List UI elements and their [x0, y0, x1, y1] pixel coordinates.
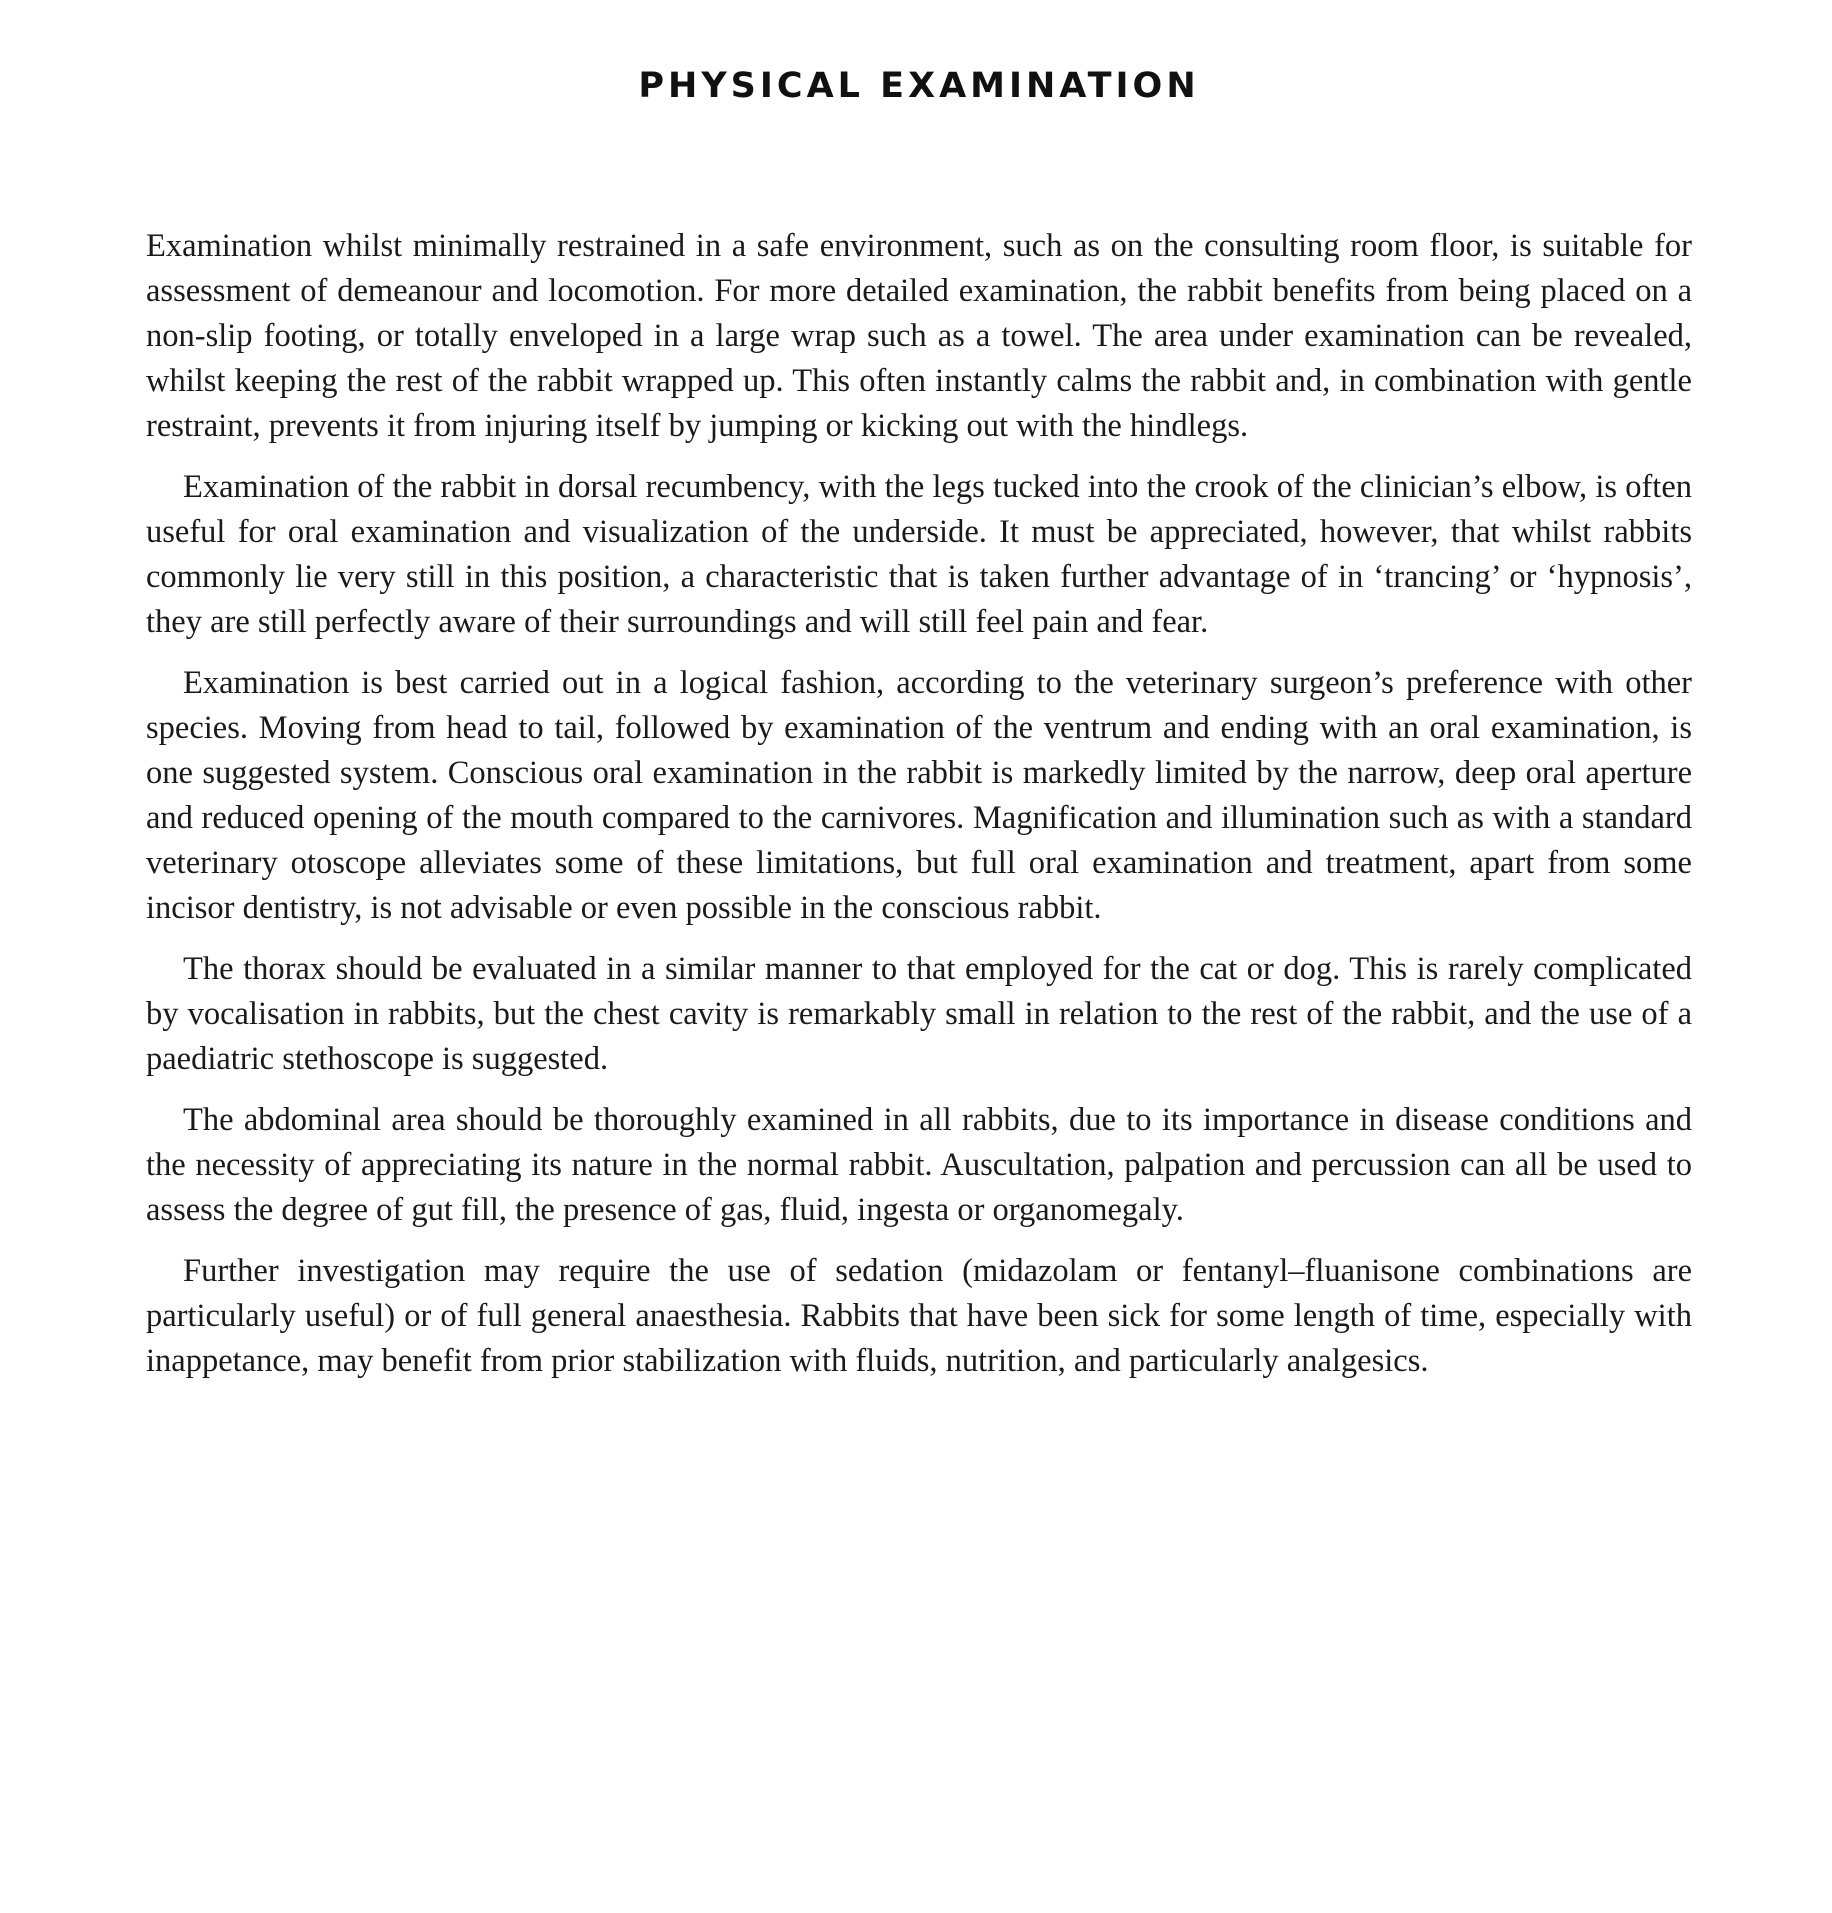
- paragraph-4: The thorax should be evaluated in a similar manner to that employed for the cat or dog. This is rarely complicated by vocalisation in rabbits, but the chest cavity is remarkably small in relation to the rest of the rabbit, and the use of a paediatric stethoscope is suggested.: [146, 951, 1692, 1077]
- paragraph-5: The abdominal area should be thoroughly examined in all rabbits, due to its importance in disease conditions and the necessity of appreciating its nature in the normal rabbit. Auscultation, palpation and percussion can all be used to assess the degree of gut fill, the presence of gas, fluid, ingesta or organomegaly.: [146, 1102, 1692, 1228]
- document-page: [146, 58, 1692, 1400]
- page-title: PHYSICAL EXAMINATION: [638, 66, 1200, 106]
- paragraph-6: Further investigation may require the use of sedation (midazolam or fentanyl–fluanisone combinations are particularly useful) or of full general anaesthesia. Rabbits that have been sick for some length of time, especially with inappetance, may benefit from prior stabilization with fluids, nutrition, and particularly analgesics.: [146, 1253, 1692, 1379]
- paragraph-3: Examination is best carried out in a logical fashion, according to the veterinary surgeon’s preference with other species. Moving from head to tail, followed by examination of the ventrum and ending with an oral examination, is one suggested system. Conscious oral examination in the rabbit is markedly limited by the narrow, deep oral aperture and reduced opening of the mouth compared to the carnivores. Magnification and illumination such as with a standard veterinary otoscope alleviates some of these limitations, but full oral examination and treatment, apart from some incisor dentistry, is not advisable or even possible in the conscious rabbit.: [146, 665, 1692, 926]
- paragraph-2: Examination of the rabbit in dorsal recumbency, with the legs tucked into the crook of the clinician’s elbow, is often useful for oral examination and visualization of the underside. It must be appreciated, however, that whilst rabbits commonly lie very still in this position, a characteristic that is taken further advantage of in ‘trancing’ or ‘hypnosis’, they are still perfectly aware of their surroundings and will still feel pain and fear.: [146, 469, 1692, 640]
- paragraph-1: Examination whilst minimally restrained in a safe environment, such as on the consulting room floor, is suitable for assessment of demeanour and locomotion. For more detailed examination, the rabbit benefits from being placed on a non-slip footing, or totally enveloped in a large wrap such as a towel. The area under examination can be revealed, whilst keeping the rest of the rabbit wrapped up. This often instantly calms the rabbit and, in combination with gentle restraint, prevents it from injuring itself by jumping or kicking out with the hindlegs.: [146, 228, 1692, 444]
- body-text: [146, 224, 1692, 1384]
